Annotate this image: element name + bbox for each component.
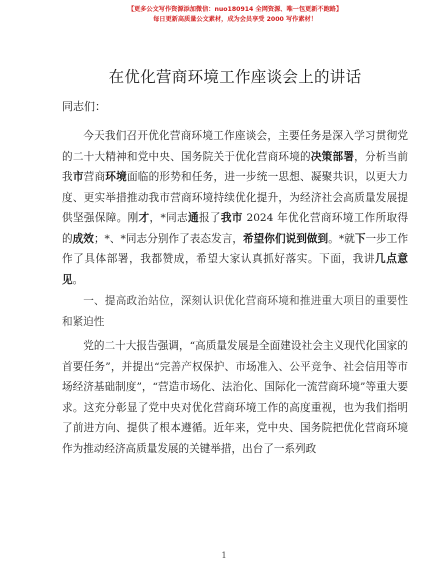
emphasized-text-run: 几点意见 bbox=[62, 253, 409, 286]
emphasized-text-run: 希望你们说到做到 bbox=[243, 232, 329, 245]
emphasized-text-run: 通 bbox=[188, 212, 199, 224]
emphasized-text-run: 决策部署 bbox=[310, 150, 355, 163]
emphasized-text-run: 市 bbox=[72, 171, 84, 183]
promo-banner bbox=[62, 5, 408, 25]
document-title: 在优化营商环境工作座谈会上的讲话 bbox=[108, 68, 362, 86]
paragraph-section-1: 党的二十大报告强调，“高质量发展是全面建设社会主义现代化国家的首要任务”，并提出“完善产权保护、市场准入、公平竞争、社会信用等市场经济基础制度”，“营造市场化、法治化、国际化一流营商环境”等重大要求。这充分彰显了党中央对优化营商环境工作的高度重视，也为我们指明了前进方向、提供了根本遵循。近年来，党中央、国务院把优化营商环境作为推动经济高质量发展的关键举措，出台了一系列政 bbox=[62, 340, 408, 455]
text-run: 。*就 bbox=[328, 232, 355, 245]
text-run: 一步工作作了具体部署，我都赞成，希望大家认真抓好落实。下面，我讲 bbox=[62, 232, 409, 265]
text-run: ；*、*同志分别作了表态发言， bbox=[93, 232, 244, 245]
text-run: 营商 bbox=[83, 171, 106, 183]
section-heading-1: 一、提高政治站位，深刻认识优化营商环境和推进重大项目的重要性和紧迫性 bbox=[62, 295, 408, 328]
text-run: ，*同志 bbox=[149, 212, 188, 224]
promo-banner-line1: 【更多公文写作资源添加微信：nuo180914 全网资源、唯一包更新不跑路】 bbox=[127, 6, 343, 13]
document-page bbox=[0, 5, 448, 585]
text-run: 报了 bbox=[198, 212, 221, 224]
promo-banner-line2: 每日更新高质量公文素材，成为会员享受 2000 写作素材！ bbox=[153, 16, 317, 23]
emphasized-text-run: 环境 bbox=[105, 171, 127, 183]
text-run: 。 bbox=[72, 273, 84, 286]
text-run: 面临的形势和任务，进一步统一思想、凝聚共识，以更大力度、更实举措推动我市营商环境持续优化提升，为经济社会高质量发展提供坚强保障。刚 bbox=[62, 171, 409, 224]
text-run: ，分析当前我 bbox=[62, 150, 409, 183]
paragraph-opening bbox=[62, 126, 408, 290]
emphasized-text-run: 我市 bbox=[220, 212, 243, 224]
emphasized-text-run: 下 bbox=[354, 232, 366, 245]
emphasized-text-run: 成效 bbox=[72, 232, 94, 245]
salutation: 同志们： bbox=[62, 100, 106, 113]
text-run: 2024 年优化营商环境工作所取得的 bbox=[62, 212, 409, 245]
text-run: 今天我们召开优化营商环境工作座谈会，主要任务是深入学习贯彻党的二十大精神和党中央、国务院关于优化营商环境的 bbox=[62, 130, 408, 163]
page-number: 1 bbox=[221, 551, 227, 560]
emphasized-text-run: 才 bbox=[138, 212, 150, 224]
